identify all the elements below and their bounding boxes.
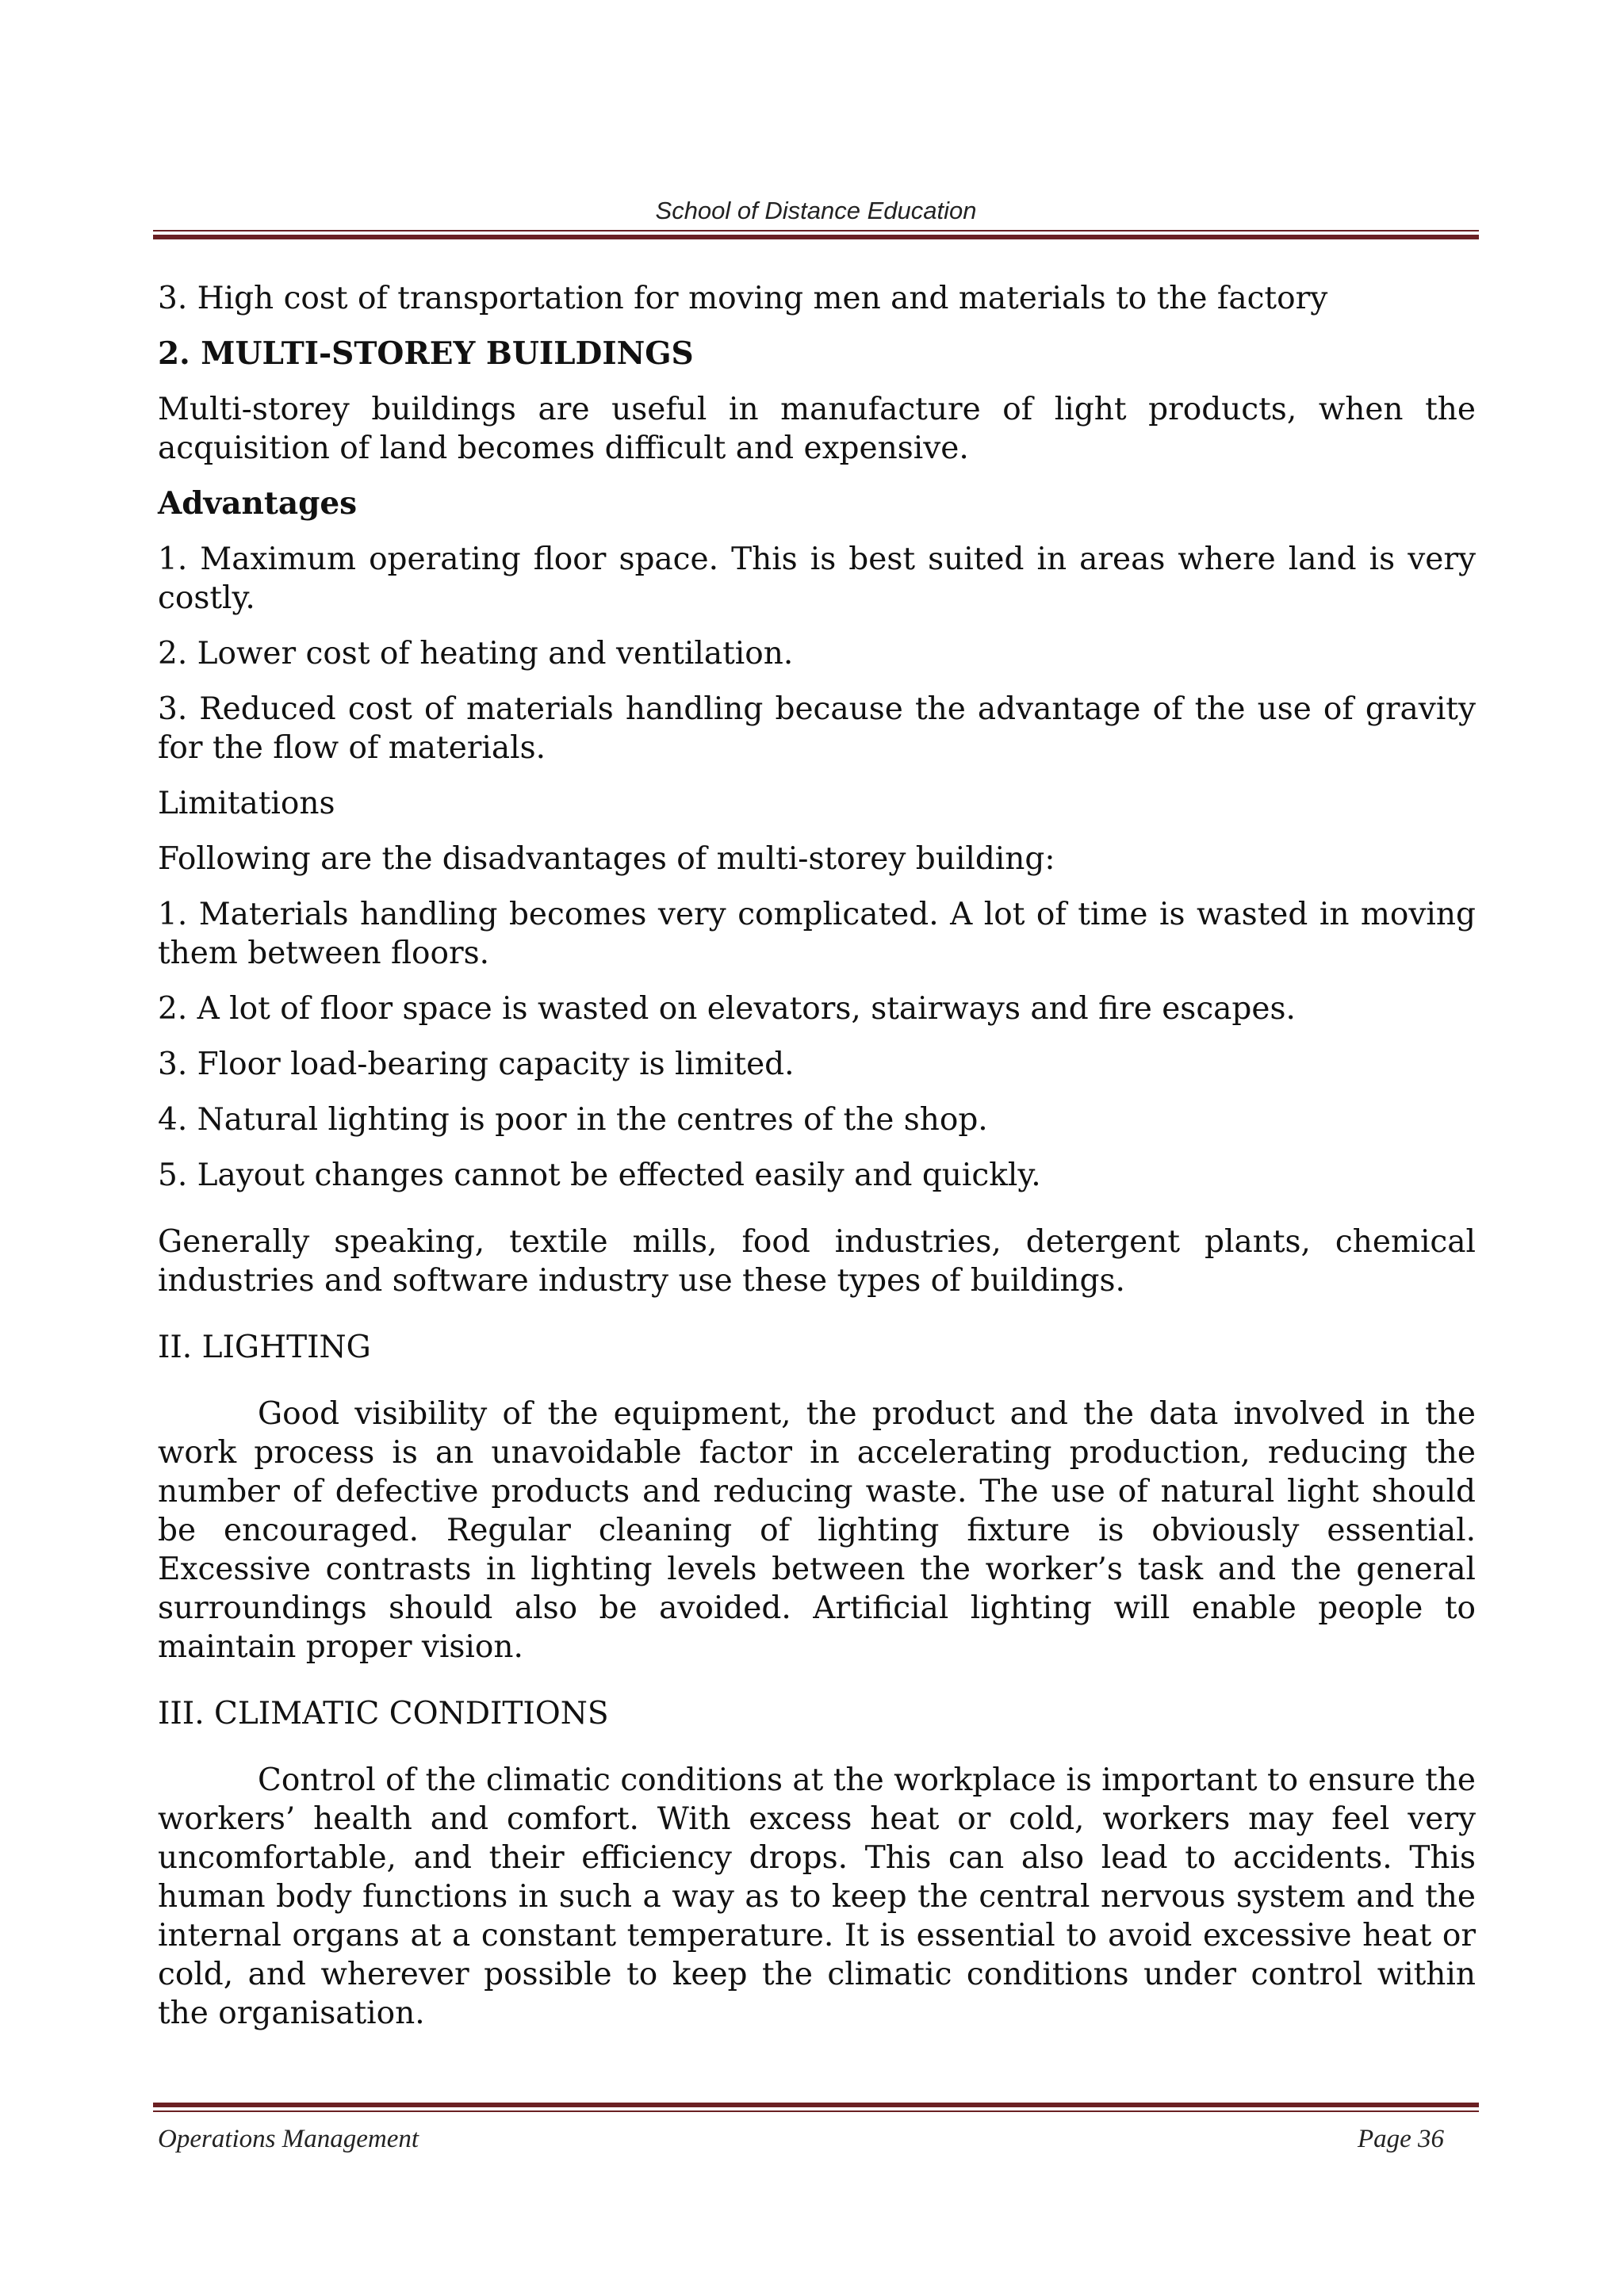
climatic-paragraph: Control of the climatic conditions at the workplace is important to ensure the workers’ health and comfort. With excess heat or cold, workers may feel very uncomfortable, and their efficiency drops. This can also lead to accidents. This human body functions in such a way as to keep the central nervous system and the internal organs at a constant temperature. It is essential to avoid excessive heat or cold, and wherever possible to keep the climatic conditions under control within the organisation. [158,1762,1476,2031]
page-body [158,279,1476,2049]
limitation-item: 5. Layout changes cannot be effected easily and quickly. [158,1158,1041,1193]
limitation-item: 1. Materials handling becomes very complicated. A lot of time is wasted in moving them between floors. [158,897,1476,971]
header-rule-thick [153,235,1479,239]
limitation-item: 2. A lot of floor space is wasted on elevators, stairways and fire escapes. [158,991,1296,1027]
footer-rule-thick [153,2103,1479,2107]
page-footer [158,2125,1444,2154]
limitations-heading: Limitations [158,786,335,821]
multi-storey-description: Multi-storey buildings are useful in manufacture of light products, when the acquisition of land becomes difficult and expensive. [158,392,1476,466]
page-header-title: School of Distance Education [655,197,977,224]
footer-rule-thin [153,2110,1479,2112]
section-heading-lighting: II. LIGHTING [158,1330,371,1365]
advantages-heading: Advantages [158,485,358,522]
limitation-item: 3. Floor load-bearing capacity is limited. [158,1047,795,1082]
limitation-item: 4. Natural lighting is poor in the centres of the shop. [158,1102,988,1138]
lighting-paragraph: Good visibility of the equipment, the product and the data involved in the work process is an unavoidable factor in accelerating production, reducing the number of defective products and reducing waste. The use of natural light should be encouraged. Regular cleaning of lighting fixture is obviously essential. Excessive contrasts in lighting levels between the worker’s task and the general surroundings should also be avoided. Artificial lighting will enable people to maintain proper vision. [158,1396,1476,1665]
intro-list-item: 3. High cost of transportation for moving men and materials to the factory [158,281,1328,316]
footer-book-title: Operations Management [158,2125,419,2153]
header-rule-thin [153,230,1479,232]
advantage-item: 1. Maximum operating floor space. This is best suited in areas where land is very costly. [158,541,1476,616]
advantage-item: 2. Lower cost of heating and ventilation. [158,636,794,672]
multi-storey-summary: Generally speaking, textile mills, food industries, detergent plants, chemical industries and software industry use these types of buildings. [158,1224,1476,1299]
limitations-intro: Following are the disadvantages of multi-storey building: [158,841,1055,877]
footer-page-number: Page 36 [1357,2125,1444,2153]
section-heading-multi-storey: 2. MULTI-STOREY BUILDINGS [158,335,694,372]
advantage-item: 3. Reduced cost of materials handling because the advantage of the use of gravity for the flow of materials. [158,691,1476,766]
section-heading-climatic: III. CLIMATIC CONDITIONS [158,1696,609,1732]
